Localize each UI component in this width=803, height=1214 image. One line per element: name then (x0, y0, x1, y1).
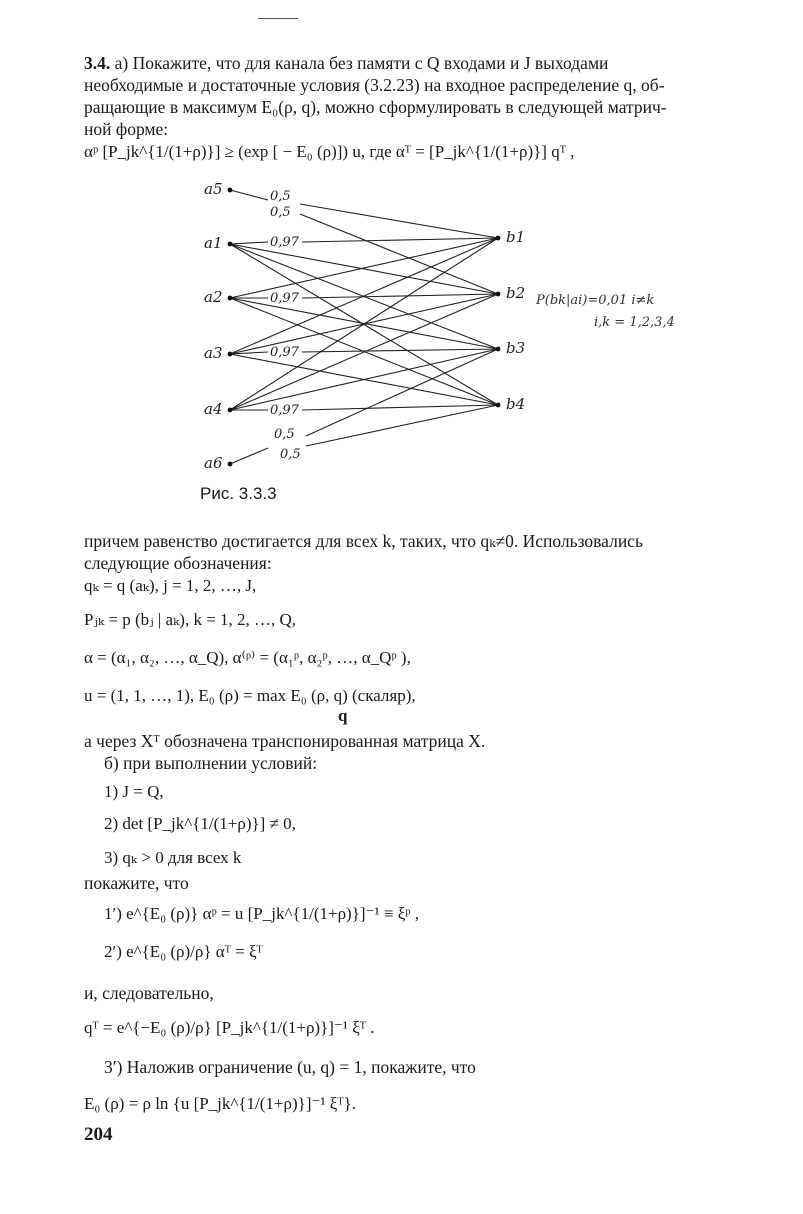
condition-1: 1) J = Q, (104, 782, 164, 801)
notation-p: Pⱼₖ = p (bⱼ | aₖ), k = 1, 2, …, Q, (84, 610, 297, 629)
after-figure-text (84, 530, 724, 574)
notation-u: u = (1, 1, …, 1), E₀ (ρ) = max E₀ (ρ, q) (скаляр), (84, 686, 416, 705)
node-a6 (228, 462, 233, 467)
consequently: и, следовательно, (84, 983, 214, 1003)
label-a5: a5 (204, 180, 223, 198)
channel-diagram (190, 178, 710, 478)
show-that: покажите, что (84, 873, 189, 893)
intro-line-2: необходимые и достаточные условия (3.2.23) на входное распределение q, об- (84, 75, 665, 95)
node-b4 (496, 403, 501, 408)
label-a3: a3 (204, 344, 223, 362)
notation-q: qₖ = q (aₖ), j = 1, 2, …, J, (84, 576, 257, 595)
node-b3 (496, 347, 501, 352)
probability-annotation-1: P(bk|ai)=0,01 i≠k (536, 293, 655, 308)
edge-label-a5-1: 0,5 (270, 189, 291, 204)
transpose-line: а через Xᵀ обозначена транспонированная матрица X. (84, 731, 486, 751)
intro-line-4: ной форме: (84, 119, 169, 139)
label-a1: a1 (204, 234, 223, 252)
part-3: 3′) Наложив ограничение (u, q) = 1, покажите, что (104, 1057, 476, 1077)
label-b2: b2 (506, 284, 526, 302)
label-b4: b4 (506, 395, 526, 413)
label-a2: a2 (204, 288, 223, 306)
q-formula: qᵀ = e^{−E₀ (ρ)/ρ} [P_jk^{1/(1+ρ)}]⁻¹ ξᵀ . (84, 1018, 375, 1037)
node-a1 (228, 242, 233, 247)
result-2: 2′) e^{E₀ (ρ)/ρ} αᵀ = ξᵀ (104, 942, 263, 961)
notation-max-subscript: q (338, 706, 348, 725)
problem-intro (84, 52, 724, 140)
condition-3: 3) qₖ > 0 для всех k (104, 848, 242, 867)
problem-number: 3.4. (84, 53, 111, 73)
intro-line-3: ращающие в максимум E₀(ρ, q), можно сформулировать в следующей матрич- (84, 97, 667, 117)
after-figure-line-2: следующие обозначения: (84, 553, 272, 573)
edge-label-a2: 0,97 (270, 291, 299, 306)
channel-edges (230, 190, 498, 464)
edge-label-a4: 0,97 (270, 403, 299, 418)
label-b1: b1 (506, 228, 526, 246)
final-formula: E₀ (ρ) = ρ ln {u [P_jk^{1/(1+ρ)}]⁻¹ ξᵀ}. (84, 1094, 356, 1113)
edge-label-a5-2: 0,5 (270, 205, 291, 220)
edge-label-a1: 0,97 (270, 235, 299, 250)
label-a6: a6 (204, 454, 223, 472)
node-b2 (496, 292, 501, 297)
node-a4 (228, 408, 233, 413)
result-1: 1′) e^{E₀ (ρ)} αᵖ = u [P_jk^{1/(1+ρ)}]⁻¹ ≡ ξᵖ , (104, 904, 420, 923)
after-figure-line-1: причем равенство достигается для всех k, таких, что qₖ≠0. Использовались (84, 531, 643, 551)
header-rule (258, 18, 298, 19)
edge-label-a6-2: 0,5 (280, 447, 301, 462)
node-a5 (228, 188, 233, 193)
node-b1 (496, 236, 501, 241)
label-b3: b3 (506, 339, 526, 357)
notation-alpha: α = (α₁, α₂, …, α_Q), α⁽ᵖ⁾ = (α₁ᵖ, α₂ᵖ, …, α_Qᵖ ), (84, 648, 411, 667)
main-formula: αᵖ [P_jk^{1/(1+ρ)}] ≥ (exp [ − E₀ (ρ)]) u, где αᵀ = [P_jk^{1/(1+ρ)}] qᵀ , (84, 142, 575, 161)
figure-caption: Рис. 3.3.3 (200, 484, 277, 503)
intro-line-1: а) Покажите, что для канала без памяти с Q входами и J выходами (114, 53, 609, 73)
condition-2: 2) det [P_jk^{1/(1+ρ)}] ≠ 0, (104, 814, 296, 833)
label-a4: a4 (204, 400, 223, 418)
page-number: 204 (84, 1124, 113, 1145)
node-a2 (228, 296, 233, 301)
part-b-intro: б) при выполнении условий: (104, 753, 318, 773)
edge-label-a3: 0,97 (270, 345, 299, 360)
probability-annotation-2: i,k = 1,2,3,4 (594, 315, 675, 330)
node-a3 (228, 352, 233, 357)
edge-label-a6-1: 0,5 (274, 427, 295, 442)
